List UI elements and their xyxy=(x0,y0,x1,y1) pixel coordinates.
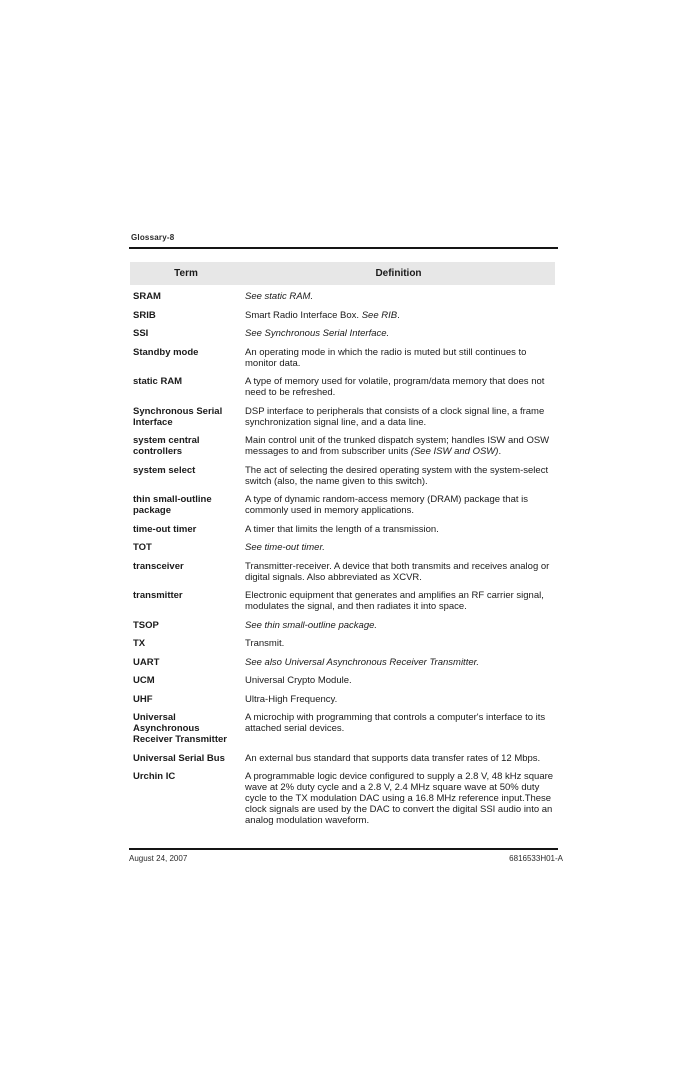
definition-text-italic: (See ISW and OSW) xyxy=(410,446,499,457)
term-cell: TOT xyxy=(133,542,152,553)
definition-text: The act of selecting the desired operating system with the system-select switch (also, the name given to this switch). xyxy=(245,464,549,487)
definition-cell xyxy=(245,494,555,516)
table-row xyxy=(130,694,555,713)
definition-cell xyxy=(245,712,555,734)
definition-cell xyxy=(245,675,555,686)
definition-cell xyxy=(245,753,555,764)
footer-date: August 24, 2007 xyxy=(129,854,188,863)
definition-text: An external bus standard that supports data transfer rates of 12 Mbps. xyxy=(245,752,541,764)
definition-text: A programmable logic device configured to supply a 2.8 V, 48 kHz square wave at 2% duty cycle and a 2.8 V, 2.4 MHz square wave at 50% duty cycle to the TX modulation DAC using a 16.8 MHz reference input.These clock signals are used by the DAC to convert the digital SSI audio into an analog modulation waveform. xyxy=(245,771,554,826)
table-row xyxy=(130,347,555,377)
table-row xyxy=(130,328,555,347)
table-row xyxy=(130,542,555,561)
definition-cell xyxy=(245,310,555,321)
term-cell: transmitter xyxy=(133,590,183,601)
definition-text: Transmitter-receiver. A device that both transmits and receives analog or digital signals. Also abbreviated as XCVR. xyxy=(245,560,550,583)
definition-cell xyxy=(245,771,555,826)
definition-cell xyxy=(245,465,555,487)
table-header-row xyxy=(130,262,555,285)
term-cell: TSOP xyxy=(133,619,159,631)
definition-cell xyxy=(245,561,555,583)
table-row xyxy=(130,712,555,753)
definition-text-italic: See also Universal Asynchronous Receiver Transmitter. xyxy=(245,656,480,668)
term-cell: UART xyxy=(133,656,160,668)
definition-cell xyxy=(245,542,555,553)
glossary-table xyxy=(130,262,555,834)
table-row xyxy=(130,657,555,676)
table-row xyxy=(130,465,555,495)
term-cell: static RAM xyxy=(133,376,183,387)
header-rule xyxy=(129,247,558,249)
definition-cell xyxy=(245,328,555,339)
column-header-term: Term xyxy=(174,268,198,279)
table-row xyxy=(130,406,555,436)
footer-doc-number: 6816533H01-A xyxy=(509,854,563,863)
definition-text: A type of memory used for volatile, program/data memory that does not need to be refreshed. xyxy=(245,376,545,398)
table-row xyxy=(130,310,555,329)
table-row xyxy=(130,291,555,310)
definition-text: . xyxy=(498,446,502,457)
definition-cell xyxy=(245,694,555,705)
definition-text-italic: See RIB xyxy=(361,309,398,321)
definition-cell xyxy=(245,524,555,535)
footer-rule xyxy=(129,848,558,850)
term-cell: Universal Asynchronous Receiver Transmitter xyxy=(133,712,227,745)
term-cell: transceiver xyxy=(133,560,184,572)
definition-text: DSP interface to peripherals that consists of a clock signal line, a frame synchronization signal line, and a data line. xyxy=(245,405,545,428)
definition-text: A timer that limits the length of a transmission. xyxy=(245,523,439,535)
term-cell: SSI xyxy=(133,328,149,339)
definition-text-italic: See thin small-outline package. xyxy=(245,619,378,631)
table-row xyxy=(130,561,555,591)
definition-text: A type of dynamic random-access memory (DRAM) package that is commonly used in memory applications. xyxy=(245,494,528,516)
term-cell: Standby mode xyxy=(133,346,199,358)
glossary-table-body xyxy=(130,291,555,834)
column-header-definition: Definition xyxy=(375,268,422,279)
definition-cell xyxy=(245,620,555,631)
definition-text: Transmit. xyxy=(245,638,285,649)
definition-cell xyxy=(245,638,555,649)
definition-cell xyxy=(245,435,555,457)
term-cell: Synchronous Serial Interface xyxy=(133,405,223,428)
running-header: Glossary-8 xyxy=(131,233,175,242)
table-row xyxy=(130,590,555,620)
definition-cell xyxy=(245,406,555,428)
page-footer xyxy=(129,854,563,863)
table-row xyxy=(130,524,555,543)
term-cell: UCM xyxy=(133,675,155,686)
definition-text: Universal Crypto Module. xyxy=(245,675,352,686)
term-cell: Universal Serial Bus xyxy=(133,752,225,764)
table-row xyxy=(130,753,555,772)
definition-text: Ultra-High Frequency. xyxy=(245,693,338,705)
term-cell: UHF xyxy=(133,693,153,705)
table-row xyxy=(130,494,555,524)
definition-text: . xyxy=(397,309,400,321)
definition-text: Smart Radio Interface Box. xyxy=(245,309,362,321)
table-row xyxy=(130,376,555,406)
definition-text: Electronic equipment that generates and amplifies an RF carrier signal, modulates the signal, and then radiates it into space. xyxy=(245,590,544,612)
definition-cell xyxy=(245,657,555,668)
term-cell: TX xyxy=(133,638,146,649)
term-cell: SRIB xyxy=(133,309,156,321)
definition-text-italic: See time-out timer. xyxy=(245,542,325,553)
definition-text-italic: See Synchronous Serial Interface. xyxy=(245,328,390,339)
table-row xyxy=(130,620,555,639)
definition-cell xyxy=(245,376,555,398)
term-cell: SRAM xyxy=(133,291,161,302)
definition-cell xyxy=(245,590,555,612)
definition-cell xyxy=(245,347,555,369)
term-cell: thin small-outline package xyxy=(133,494,212,516)
term-cell: time-out timer xyxy=(133,523,197,535)
term-cell: Urchin IC xyxy=(133,771,176,782)
table-row xyxy=(130,771,555,834)
definition-text: An operating mode in which the radio is muted but still continues to monitor data. xyxy=(245,346,527,369)
definition-text: A microchip with programming that controls a computer's interface to its attached serial devices. xyxy=(245,712,546,734)
definition-cell xyxy=(245,291,555,302)
definition-text-italic: See static RAM. xyxy=(245,291,314,302)
table-row xyxy=(130,435,555,465)
term-cell: system central controllers xyxy=(133,435,200,457)
definition-text: Main control unit of the trunked dispatch system; handles ISW and OSW messages to and from subscriber units xyxy=(245,435,550,457)
table-row xyxy=(130,638,555,657)
table-row xyxy=(130,675,555,694)
term-cell: system select xyxy=(133,464,196,476)
